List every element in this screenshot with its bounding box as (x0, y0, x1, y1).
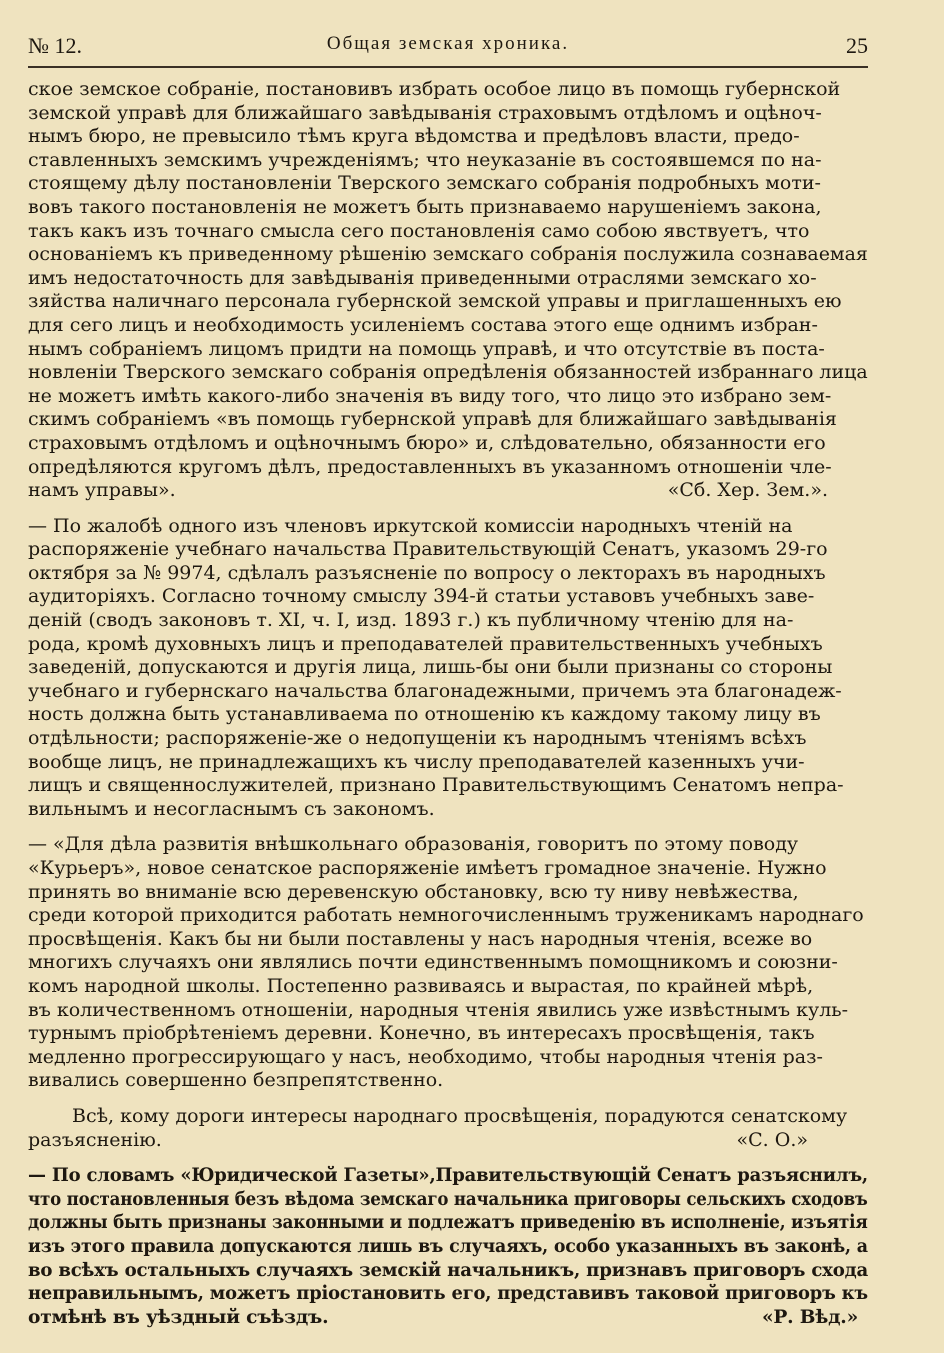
text-line: медленно прогрессирующаго у насъ, необходимо, чтобы народныя чтенія раз- (28, 1045, 823, 1068)
running-title: Общая земская хроника. (326, 33, 570, 54)
text-line: въ количественномъ отношеніи, народныя чтенія явились уже извѣстнымъ куль- (28, 998, 849, 1021)
text-line: должны быть признаны законными и подлежатъ приведенію въ исполненіе, изъятія (28, 1212, 868, 1234)
text-line: многихъ случаяхъ они являлись почти единственнымъ помощникомъ и союзни- (28, 951, 838, 974)
source-citation: «Сб. Хер. Зем.». (667, 479, 828, 502)
issue-number: № 12. (28, 33, 82, 58)
text-line: для сего лицъ и необходимость усиленіемъ состава этого еще однимъ избран- (28, 313, 818, 336)
page-number: 25 (846, 33, 868, 58)
paragraph-tver-assembly (28, 78, 868, 503)
text-line: Всѣ, кому дороги интересы народнаго просвѣщенія, порадуются сенатскому (72, 1104, 848, 1127)
text-line: турнымъ пріобрѣтеніемъ деревни. Конечно, въ интересахъ просвѣщенія, такъ (28, 1022, 815, 1045)
paragraph-lines (28, 515, 868, 822)
paragraph-last-line (28, 1129, 868, 1153)
text-line: деній (сводъ законовъ т. XI, ч. I, изд. 1893 г.) къ публичному чтенію для на- (28, 609, 794, 632)
text-line: стоящему дѣлу постановленіи Тверского земскаго собранія подробныхъ моти- (28, 172, 821, 195)
text-line: опредѣляются кругомъ дѣлъ, предоставленныхъ въ указанномъ отношеніи чле- (28, 455, 832, 478)
text-line: лищъ и священнослужителей, признано Правительствующимъ Сенатомъ непра- (28, 774, 844, 797)
paragraph-last-line (28, 1306, 868, 1330)
paragraph-kurier-quote (28, 833, 868, 1093)
text-line: нымъ собраніемъ лицомъ придти на помощь управѣ, и что отсутствіе въ поста- (28, 337, 825, 360)
paragraph-last-line (28, 479, 868, 503)
text-line: октября за № 9974, сдѣлалъ разъясненіе по вопросу о лекторахъ въ народныхъ (28, 561, 826, 584)
text-line: принять во вниманіе всю деревенскую обстановку, всю ту ниву невѣжества, (28, 880, 799, 903)
paragraph-conclusion (28, 1105, 868, 1152)
paragraph-lines (28, 1105, 868, 1129)
text-line: во всѣхъ остальныхъ случаяхъ земскій начальникъ, признавъ приговоръ схода (28, 1259, 869, 1281)
text-line: вообще лицъ, не принадлежащихъ къ числу преподавателей казенныхъ учи- (28, 750, 805, 773)
source-citation: «Р. Вѣд.» (761, 1306, 858, 1328)
page-header (28, 33, 868, 59)
paragraph-lines (28, 78, 868, 479)
text-line: заведеній, допускаются и другія лица, лишь-бы они были признаны со стороны (28, 656, 833, 679)
paragraph-juridical-gazette (28, 1164, 868, 1329)
text-line: страховымъ отдѣломъ и оцѣночнымъ бюро» и, слѣдовательно, обязанности его (28, 431, 826, 454)
text-line: аудиторіяхъ. Согласно точному смыслу 394-й статьи уставовъ учебныхъ заве- (28, 585, 815, 608)
text-line: зяйства наличнаго персонала губернской земской управы и приглашенныхъ ею (28, 290, 842, 313)
text-line: скимъ собраніемъ «въ помощь губернской управѣ для ближайшаго завѣдыванія (28, 408, 837, 431)
article-body (28, 78, 868, 1341)
text-line: среди которой приходится работать немногочисленнымъ труженикамъ народнаго (28, 904, 864, 927)
paragraph-lines (28, 1164, 868, 1306)
text-line: ность должна быть устанавливаема по отношенію къ каждому такому лицу въ (28, 703, 821, 726)
text-line: — «Для дѣла развитія внѣшкольнаго образованія, говоритъ по этому поводу (28, 833, 799, 856)
text-line: вильнымъ и несогласнымъ съ закономъ. (28, 797, 435, 820)
last-line-text: отмѣнѣ въ уѣздный съѣздъ. (28, 1306, 329, 1328)
text-line: «Курьеръ», новое сенатское распоряженіе имѣетъ громадное значеніе. Нужно (28, 857, 827, 879)
last-line-text: разъясненію. (28, 1128, 162, 1151)
text-line: имъ недостаточность для завѣдыванія приведенными отраслями земскаго хо- (28, 266, 817, 289)
text-line: основаніемъ къ приведенному рѣшенію земскаго собранія послужила сознаваемая (28, 243, 868, 266)
text-line: отдѣльности; распоряженіе-же о недопущеніи къ народнымъ чтеніямъ всѣхъ (28, 727, 807, 750)
text-line: что постановленныя безъ вѣдома земскаго начальника приговоры сельскихъ сходовъ (28, 1188, 868, 1210)
paragraph-irkutsk-readings (28, 515, 868, 822)
text-line: ское земское собраніе, постановивъ избрать особое лицо въ помощь губернской (28, 78, 841, 100)
text-line: ставленныхъ земскимъ учрежденіямъ; что неуказаніе въ состоявшемся по на- (28, 148, 822, 171)
paragraph-lines (28, 833, 868, 1093)
text-line: — По словамъ «Юридической Газеты»,Правительствующій Сенатъ разъяснилъ, (28, 1165, 868, 1187)
text-line: такъ какъ изъ точнаго смысла сего постановленія само собою явствуетъ, что (28, 219, 810, 242)
text-line: комъ народной школы. Постепенно развиваясь и вырастая, по крайней мѣрѣ, (28, 974, 814, 997)
text-line: вовъ такого постановленія не можетъ быть признаваемо нарушеніемъ закона, (28, 195, 822, 218)
text-line: изъ этого правила допускаются лишь въ случаяхъ, особо указанныхъ въ законѣ, а (28, 1235, 868, 1257)
text-line: — По жалобѣ одного изъ членовъ иркутской комиссіи народныхъ чтеній на (28, 514, 793, 537)
text-line: нымъ бюро, не превысило тѣмъ круга вѣдомства и предѣловъ власти, предо- (28, 125, 800, 148)
source-citation: «С. О.» (736, 1128, 808, 1151)
text-line: просвѣщенія. Какъ бы ни были поставлены у насъ народныя чтенія, всеже во (28, 927, 813, 950)
text-line: вивались совершенно безпрепятственно. (28, 1069, 444, 1092)
header-rule (28, 66, 868, 68)
last-line-text: намъ управы». (28, 479, 176, 502)
text-line: неправильнымъ, можетъ пріостановить его, представивъ таковой приговоръ къ (28, 1283, 868, 1305)
text-line: учебнаго и губернскаго начальства благонадежными, причемъ эта благонадеж- (28, 679, 842, 702)
text-line: рода, кромѣ духовныхъ лицъ и преподавателей правительственныхъ учебныхъ (28, 632, 823, 655)
text-line: земской управѣ для ближайшаго завѣдыванія страховымъ отдѣломъ и оцѣноч- (28, 101, 822, 124)
text-line: не можетъ имѣть какого-либо значенія въ виду того, что лицо это избрано зем- (28, 384, 832, 407)
text-line: новленіи Тверского земскаго собранія опредѣленія обязанностей избраннаго лица (28, 361, 868, 384)
text-line: распоряженіе учебнаго начальства Правительствующій Сенатъ, указомъ 29-го (28, 538, 828, 561)
